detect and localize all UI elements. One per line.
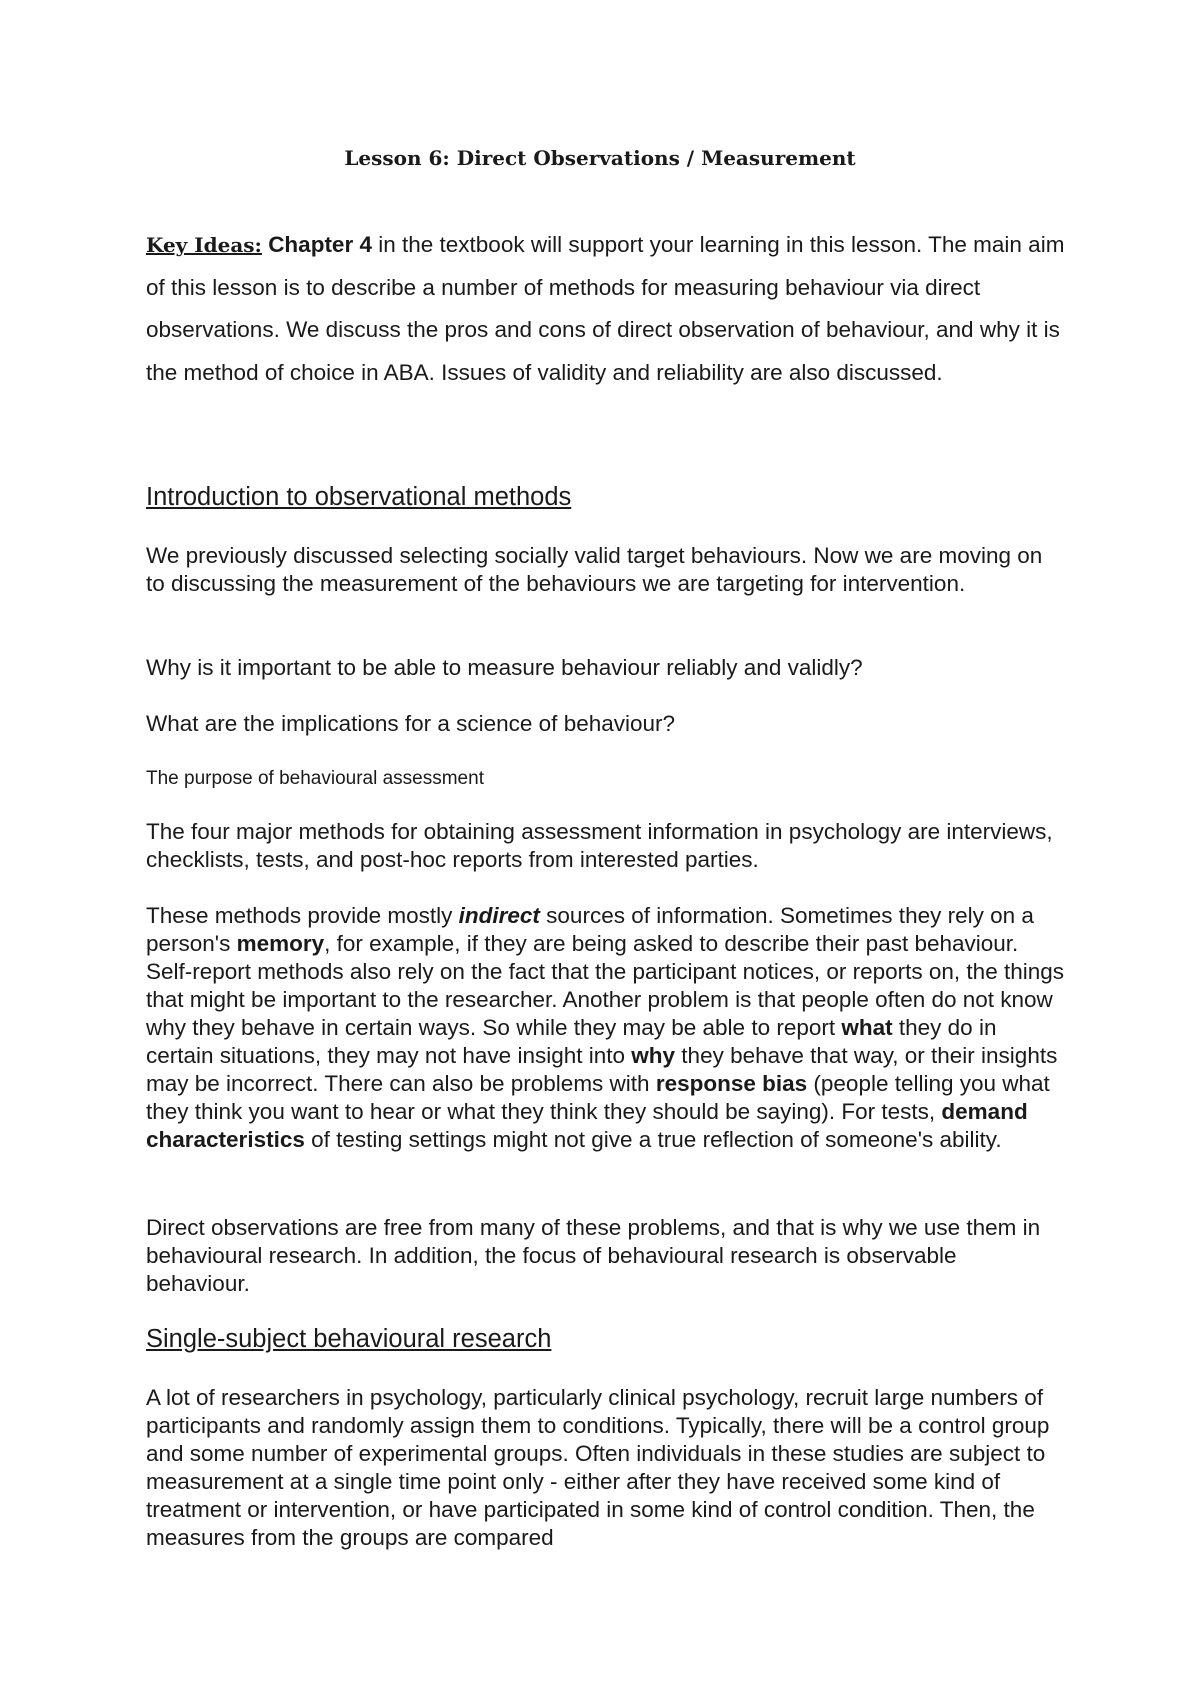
text-run: they behave that way, or their insights may be incorrect. There can also be problems with [146,1043,1058,1096]
term-memory: memory [236,931,325,956]
key-ideas-block [146,224,1066,394]
key-ideas-sentence: in the textbook will support your learning in this lesson. [378,232,923,257]
text-run: These methods provide mostly [146,903,459,928]
subheading-purpose: The purpose of behavioural assessment [146,768,484,789]
key-ideas-label: Key Ideas: [146,233,262,257]
term-what: what [841,1015,893,1040]
term-why: why [631,1043,676,1068]
term-response-bias: response bias [655,1071,808,1096]
section-heading-intro: Introduction to observational methods [146,483,572,511]
text-run: , for example, if they are being asked to describe their past behaviour. Self-report methods also rely on the fact that the participant notices, or reports on, the things that might be important to the researcher. Another problem is that people often do not know why they behave in certain ways. So while they may be able to report [146,931,1064,1040]
term-indirect: indirect [458,903,540,928]
methods-paragraph: The four major methods for obtaining assessment information in psychology are interviews, checklists, tests, and post-hoc reports from interested parties. [146,819,1053,872]
key-ideas-body: The main aim of this lesson is to describe a number of methods for measuring behaviour via direct observations. We discuss the pros and cons of direct observation of behaviour, and why it is the method of choice in ABA. Issues of validity and reliability are also discussed. [146,232,1065,385]
key-ideas-chapter: Chapter 4 [268,232,372,257]
indirect-sources-paragraph [146,902,1066,1154]
single-subject-paragraph: A lot of researchers in psychology, particularly clinical psychology, recruit large numbers of participants and randomly assign them to conditions. Typically, there will be a control group and some number of experimental groups. Often individuals in these studies are subject to measurement at a single time point only - either after they have received some kind of treatment or intervention, or have participated in some kind of control condition. Then, the measures from the groups are compared [146,1385,1050,1550]
direct-observations-paragraph: Direct observations are free from many of these problems, and that is why we use them in behavioural research. In addition, the focus of behavioural research is observable behaviour. [146,1215,1041,1296]
question-implications: What are the implications for a science of behaviour? [146,711,676,736]
text-run: they do in certain situations, they may not have insight into [146,1015,997,1068]
intro-paragraph: We previously discussed selecting socially valid target behaviours. Now we are moving on to discussing the measurement of the behaviours we are targeting for intervention. [146,543,1043,596]
term-demand-characteristics: demand characteristics [146,1099,1028,1152]
text-run: of testing settings might not give a true reflection of someone's ability. [304,1127,1002,1152]
text-run: (people telling you what they think you want to hear or what they think they should be saying). For tests, [146,1071,1050,1124]
page-title: Lesson 6: Direct Observations / Measurement [344,146,856,170]
text-run: sources of information. Sometimes they rely on a person's [146,903,1034,956]
section-heading-single-subject: Single-subject behavioural research [146,1325,552,1353]
question-reliability: Why is it important to be able to measure behaviour reliably and validly? [146,655,863,680]
